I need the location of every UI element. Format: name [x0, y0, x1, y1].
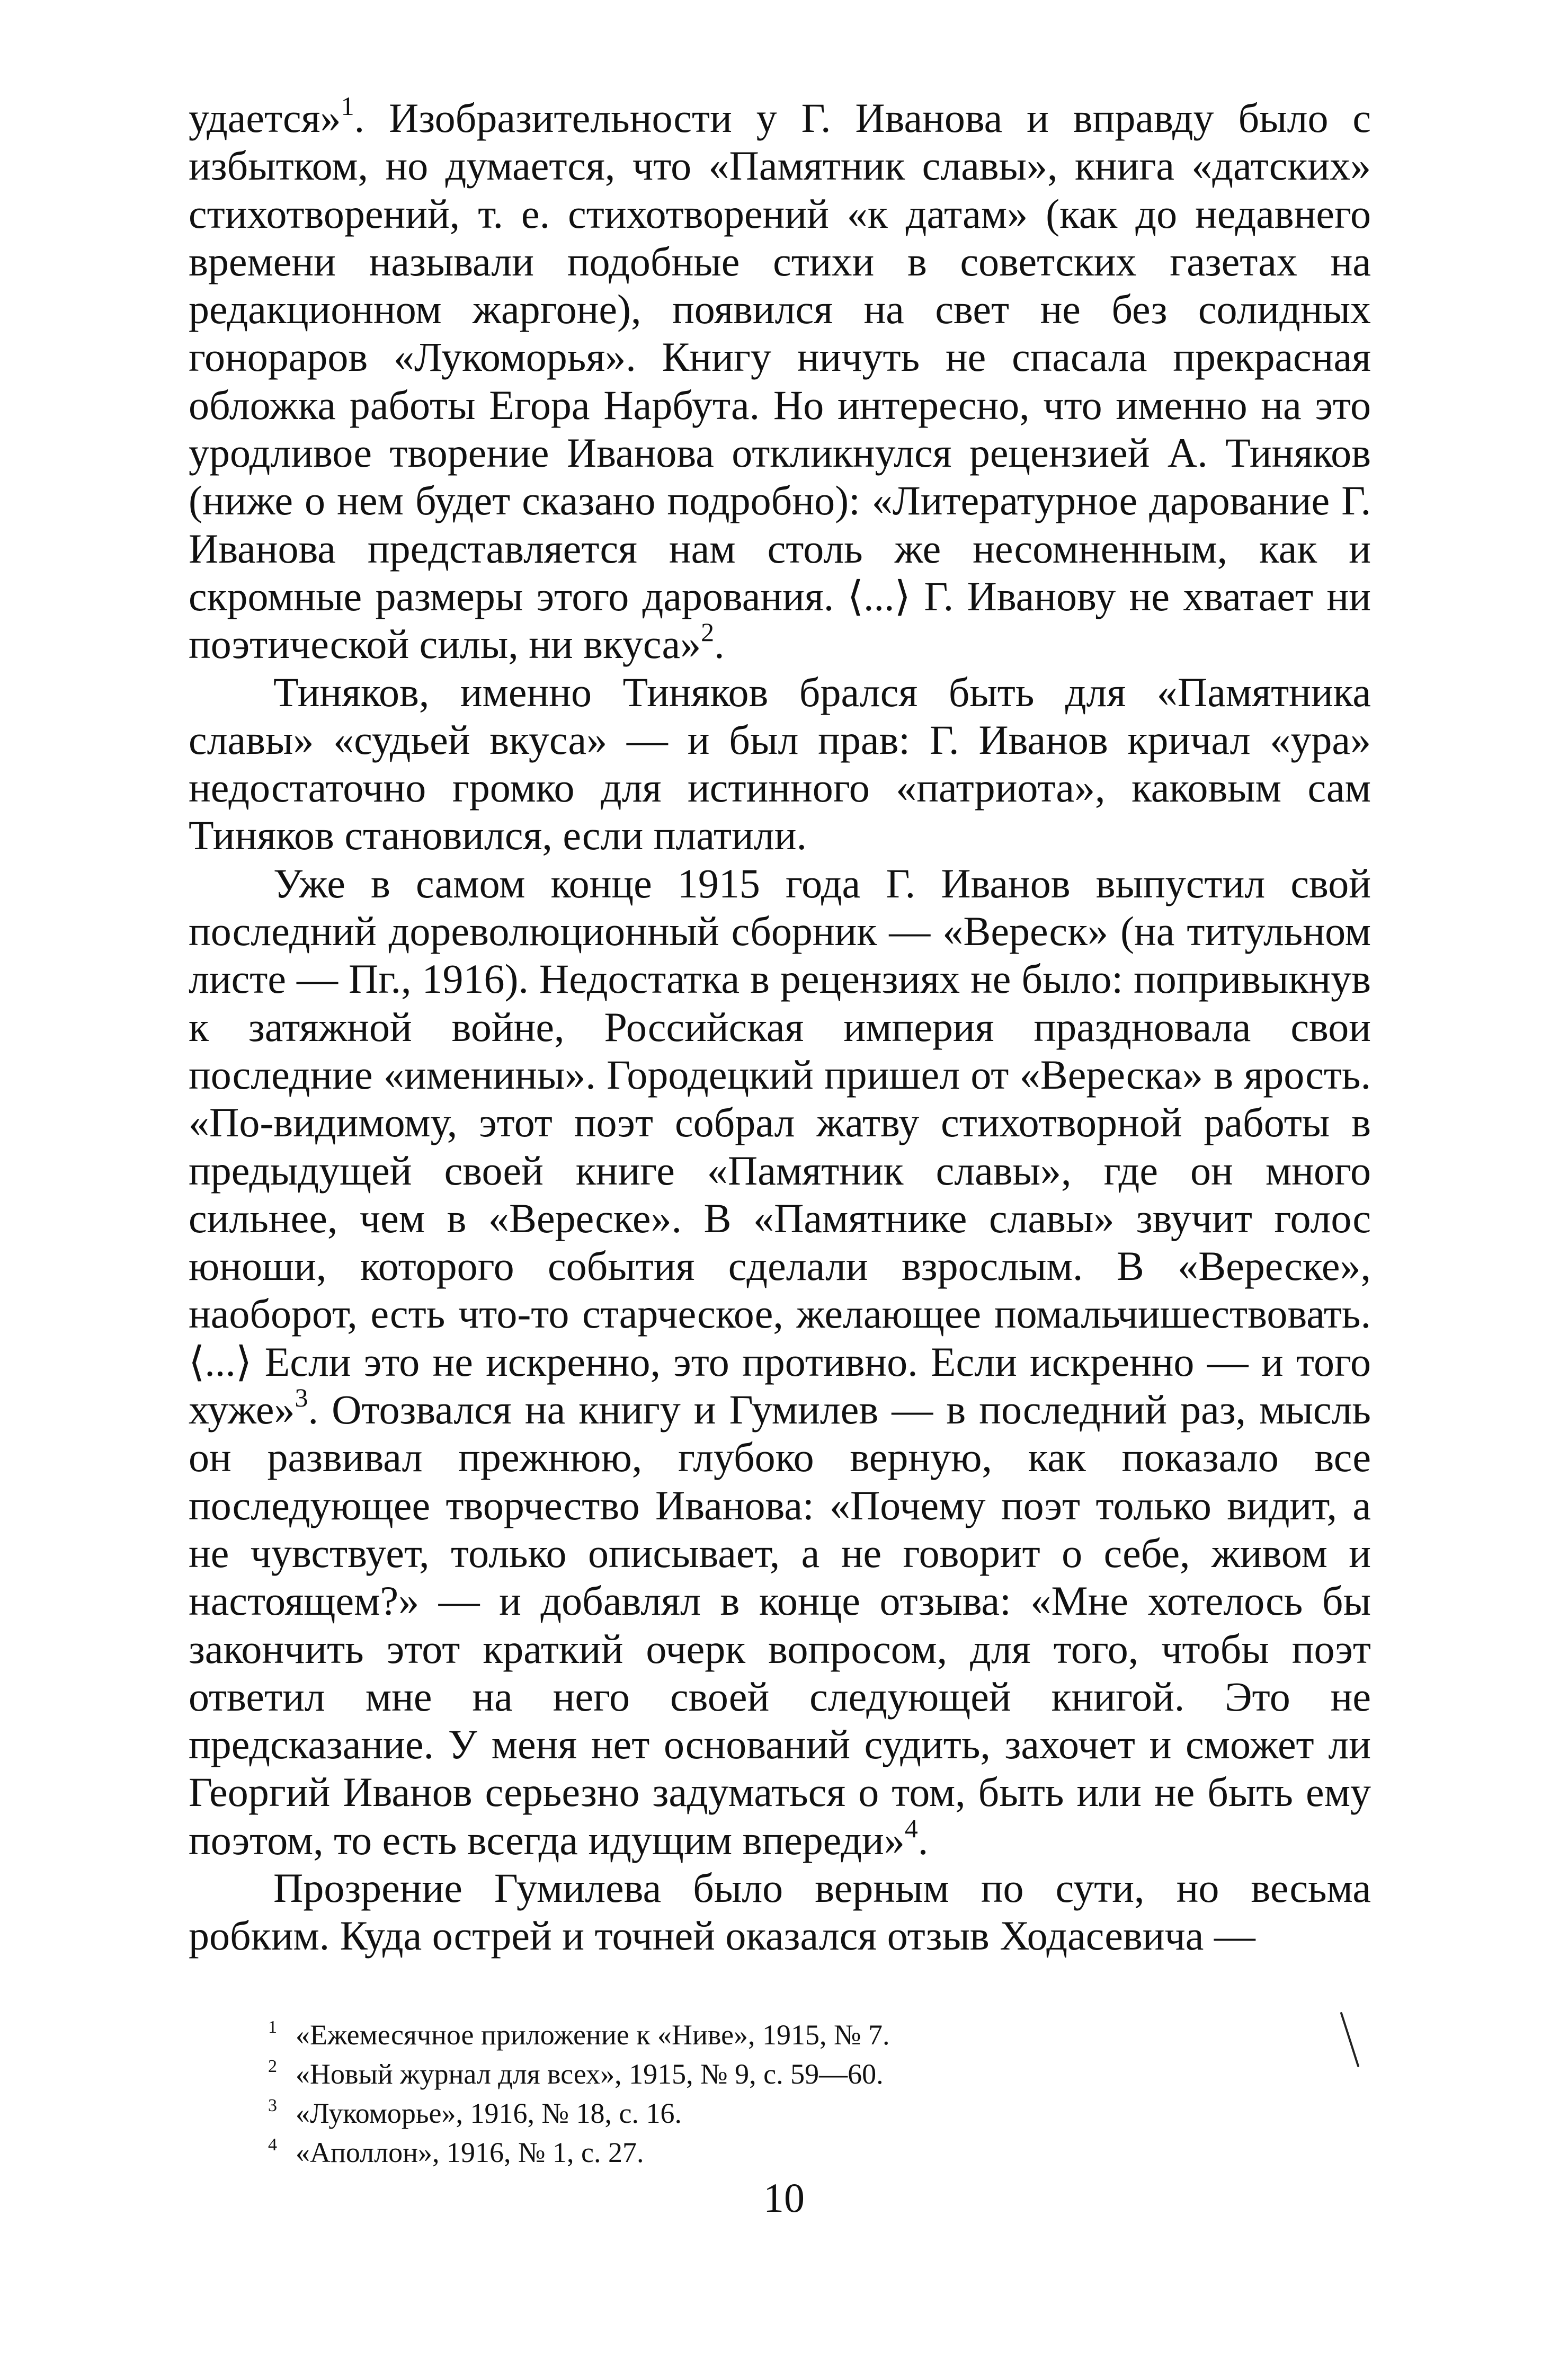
footnote: 1 «Ежемесячное приложение к «Ниве», 1915, № 7. — [268, 2017, 890, 2051]
page-number: 10 — [763, 2175, 805, 2221]
footnote-text: «Ежемесячное приложение к «Ниве», 1915, № 7. — [296, 2019, 890, 2051]
text-run: удается» — [189, 95, 341, 141]
footnote-ref: 3 — [295, 1383, 308, 1413]
text-run: . — [714, 621, 725, 668]
footnote: 2 «Новый журнал для всех», 1915, № 9, с. 59—60. — [268, 2057, 884, 2090]
footnote-text: «Новый журнал для всех», 1915, № 9, с. 59—60. — [296, 2058, 884, 2090]
footnotes — [268, 2015, 1328, 2172]
paragraph — [189, 860, 1371, 1864]
text-run: Тиняков, именно Тиняков брался быть для «Памятника славы» «судьей вкуса» — и был прав: Г. Иванов кричал «ура» недостаточно громко для истинного «патриота», каковым сам Тиняков становился, если платили. — [189, 669, 1371, 859]
paragraph — [189, 91, 1371, 669]
text-run: Уже в самом конце 1915 года Г. Иванов выпустил свой последний дореволюционный сборник — «Вереск» (на титульном листе — Пг., 1916). Недостатка в рецензиях не было: попривыкнув к затяжной войне, Российская империя праздновала свои последние «именины». Городецкий пришел от «Вереска» в ярость. «По-видимому, этот поэт собрал жатву стихотворной работы в предыдущей своей книге «Памятник славы», где он много сильнее, чем в «Вереске». В «Памятнике славы» звучит голос юноши, которого события сделали взрослым. В «Вереске», наоборот, есть что-то старческое, желающее помальчишествовать. ⟨...⟩ Если это не искренно, это противно. Если искренно — и того хуже» — [189, 860, 1371, 1433]
footnote-ref: 2 — [701, 617, 715, 647]
footnote: 3 «Лукоморье», 1916, № 18, с. 16. — [268, 2096, 682, 2129]
paragraph — [189, 1864, 1371, 1960]
pencil-mark — [1339, 2011, 1360, 2069]
text-run: . — [917, 1817, 929, 1863]
footnote-ref: 1 — [341, 91, 354, 121]
footnote-text: «Лукоморье», 1916, № 18, с. 16. — [296, 2097, 682, 2129]
main-text — [189, 91, 1371, 1960]
footnote-ref: 4 — [904, 1813, 918, 1843]
footnote-text: «Аполлон», 1916, № 1, с. 27. — [296, 2137, 644, 2168]
text-run: . Изобразительности у Г. Иванова и вправду было с избытком, но думается, что «Памятник славы», книга «датских» стихотворений, т. е. стихотворений «к датам» (как до недавнего времени называли подобные стихи в советских газетах на редакционном жаргоне), появился на свет не без солидных гонораров «Лукоморья». Книгу ничуть не спасала прекрасная обложка работы Егора Нарбута. Но интересно, что именно на это уродливое творение Иванова откликнулся рецензией А. Тиняков (ниже о нем будет сказано подробно): «Литературное дарование Г. Иванова представляется нам столь же несомненным, как и скромные размеры этого дарования. ⟨...⟩ Г. Иванову не хватает ни поэтической силы, ни вкуса» — [189, 95, 1371, 668]
paragraph — [189, 669, 1371, 860]
text-run: Прозрение Гумилева было верным по сути, но весьма робким. Куда острей и точней оказался отзыв Ходасевича — — [189, 1864, 1371, 1959]
footnote: 4 «Аполлон», 1916, № 1, с. 27. — [268, 2135, 644, 2168]
text-run: . Отозвался на книгу и Гумилев — в последний раз, мысль он развивал прежнюю, глубоко верную, как показало все последующее творчество Иванова: «Почему поэт только видит, а не чувствует, только описывает, а не говорит о себе, живом и настоящем?» — и добавлял в конце отзыва: «Мне хотелось бы закончить этот краткий очерк вопросом, для того, чтобы поэт ответил мне на него своей следующей книгой. Это не предсказание. У меня нет оснований судить, захочет и сможет ли Георгий Иванов серьезно задуматься о том, быть или не быть ему поэтом, то есть всегда идущим впереди» — [189, 1386, 1371, 1863]
